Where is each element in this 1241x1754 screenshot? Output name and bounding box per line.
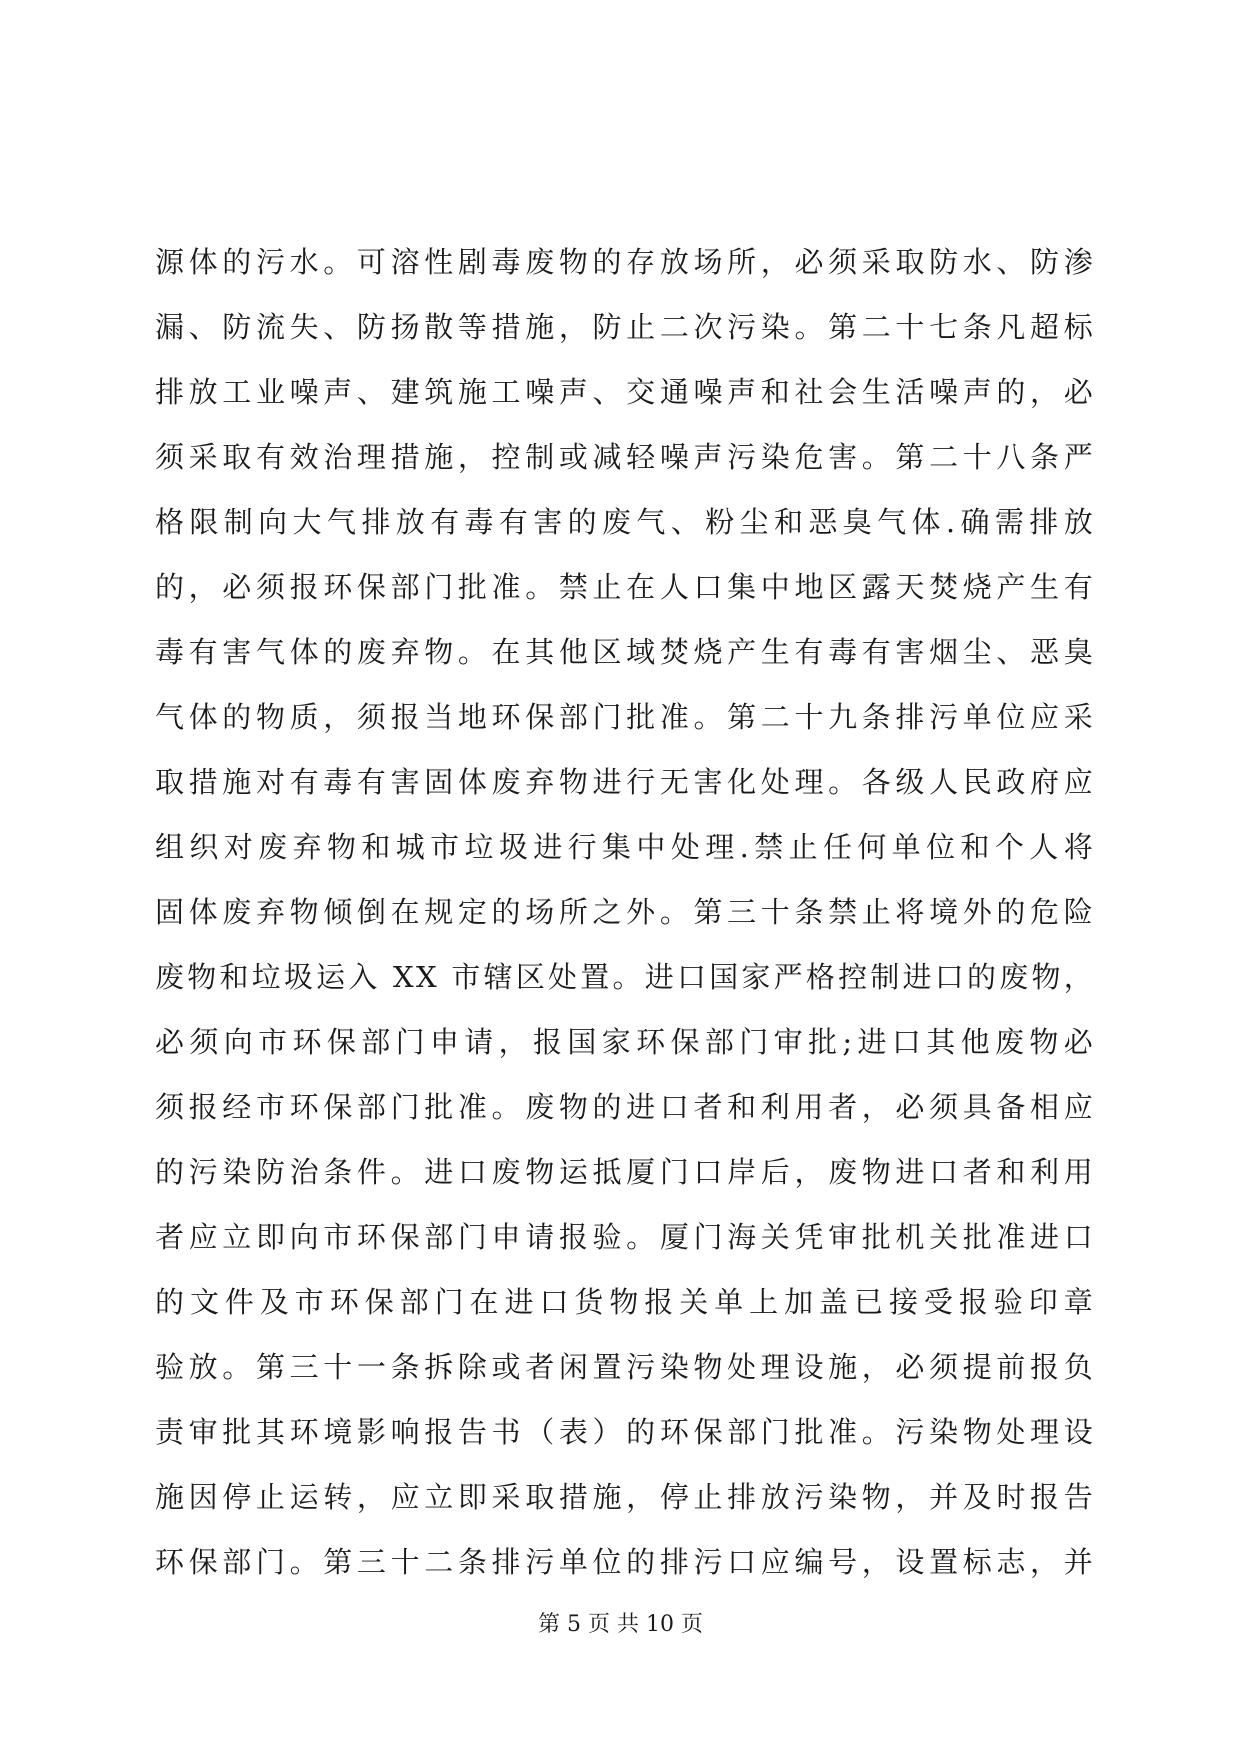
text-line: 的文件及市环保部门在进口货物报关单上加盖已接受报验印章 [155,1285,1095,1319]
text-line: 施因停止运转，应立即采取措施，停止排放污染物，并及时报告 [155,1480,1095,1514]
text-line: 取措施对有毒有害固体废弃物进行无害化处理。各级人民政府应 [155,765,1095,799]
text-line: 须报经市环保部门批准。废物的进口者和利用者，必须具备相应 [155,1090,1095,1124]
text-line: 责审批其环境影响报告书（表）的环保部门批准。污染物处理设 [155,1415,1095,1449]
text-line: 的，必须报环保部门批准。禁止在人口集中地区露天焚烧产生有 [155,570,1095,604]
text-line: 必须向市环保部门申请，报国家环保部门审批;进口其他废物必 [155,1025,1095,1059]
text-line: 毒有害气体的废弃物。在其他区域焚烧产生有毒有害烟尘、恶臭 [155,635,1095,669]
text-line: 者应立即向市环保部门申请报验。厦门海关凭审批机关批准进口 [155,1220,1095,1254]
text-line: 的污染防治条件。进口废物运抵厦门口岸后，废物进口者和利用 [155,1155,1095,1189]
text-line: 组织对废弃物和城市垃圾进行集中处理.禁止任何单位和个人将 [155,830,1095,864]
text-line: 固体废弃物倾倒在规定的场所之外。第三十条禁止将境外的危险 [155,895,1095,929]
text-line: 环保部门。第三十二条排污单位的排污口应编号，设置标志，并 [155,1545,1095,1579]
text-line: 气体的物质，须报当地环保部门批准。第二十九条排污单位应采 [155,700,1095,734]
text-line: 格限制向大气排放有毒有害的废气、粉尘和恶臭气体.确需排放 [155,505,1095,539]
text-line: 废物和垃圾运入 XX 市辖区处置。进口国家严格控制进口的废物， [155,960,1095,994]
text-line: 须采取有效治理措施，控制或减轻噪声污染危害。第二十八条严 [155,440,1095,474]
text-line: 排放工业噪声、建筑施工噪声、交通噪声和社会生活噪声的，必 [155,375,1095,409]
text-line: 验放。第三十一条拆除或者闲置污染物处理设施，必须提前报负 [155,1350,1095,1384]
text-line: 源体的污水。可溶性剧毒废物的存放场所，必须采取防水、防渗 [155,245,1095,279]
body-text [155,230,1095,1595]
page-footer: 第 5 页 共 10 页 [538,1612,703,1637]
text-line: 漏、防流失、防扬散等措施，防止二次污染。第二十七条凡超标 [155,310,1095,344]
